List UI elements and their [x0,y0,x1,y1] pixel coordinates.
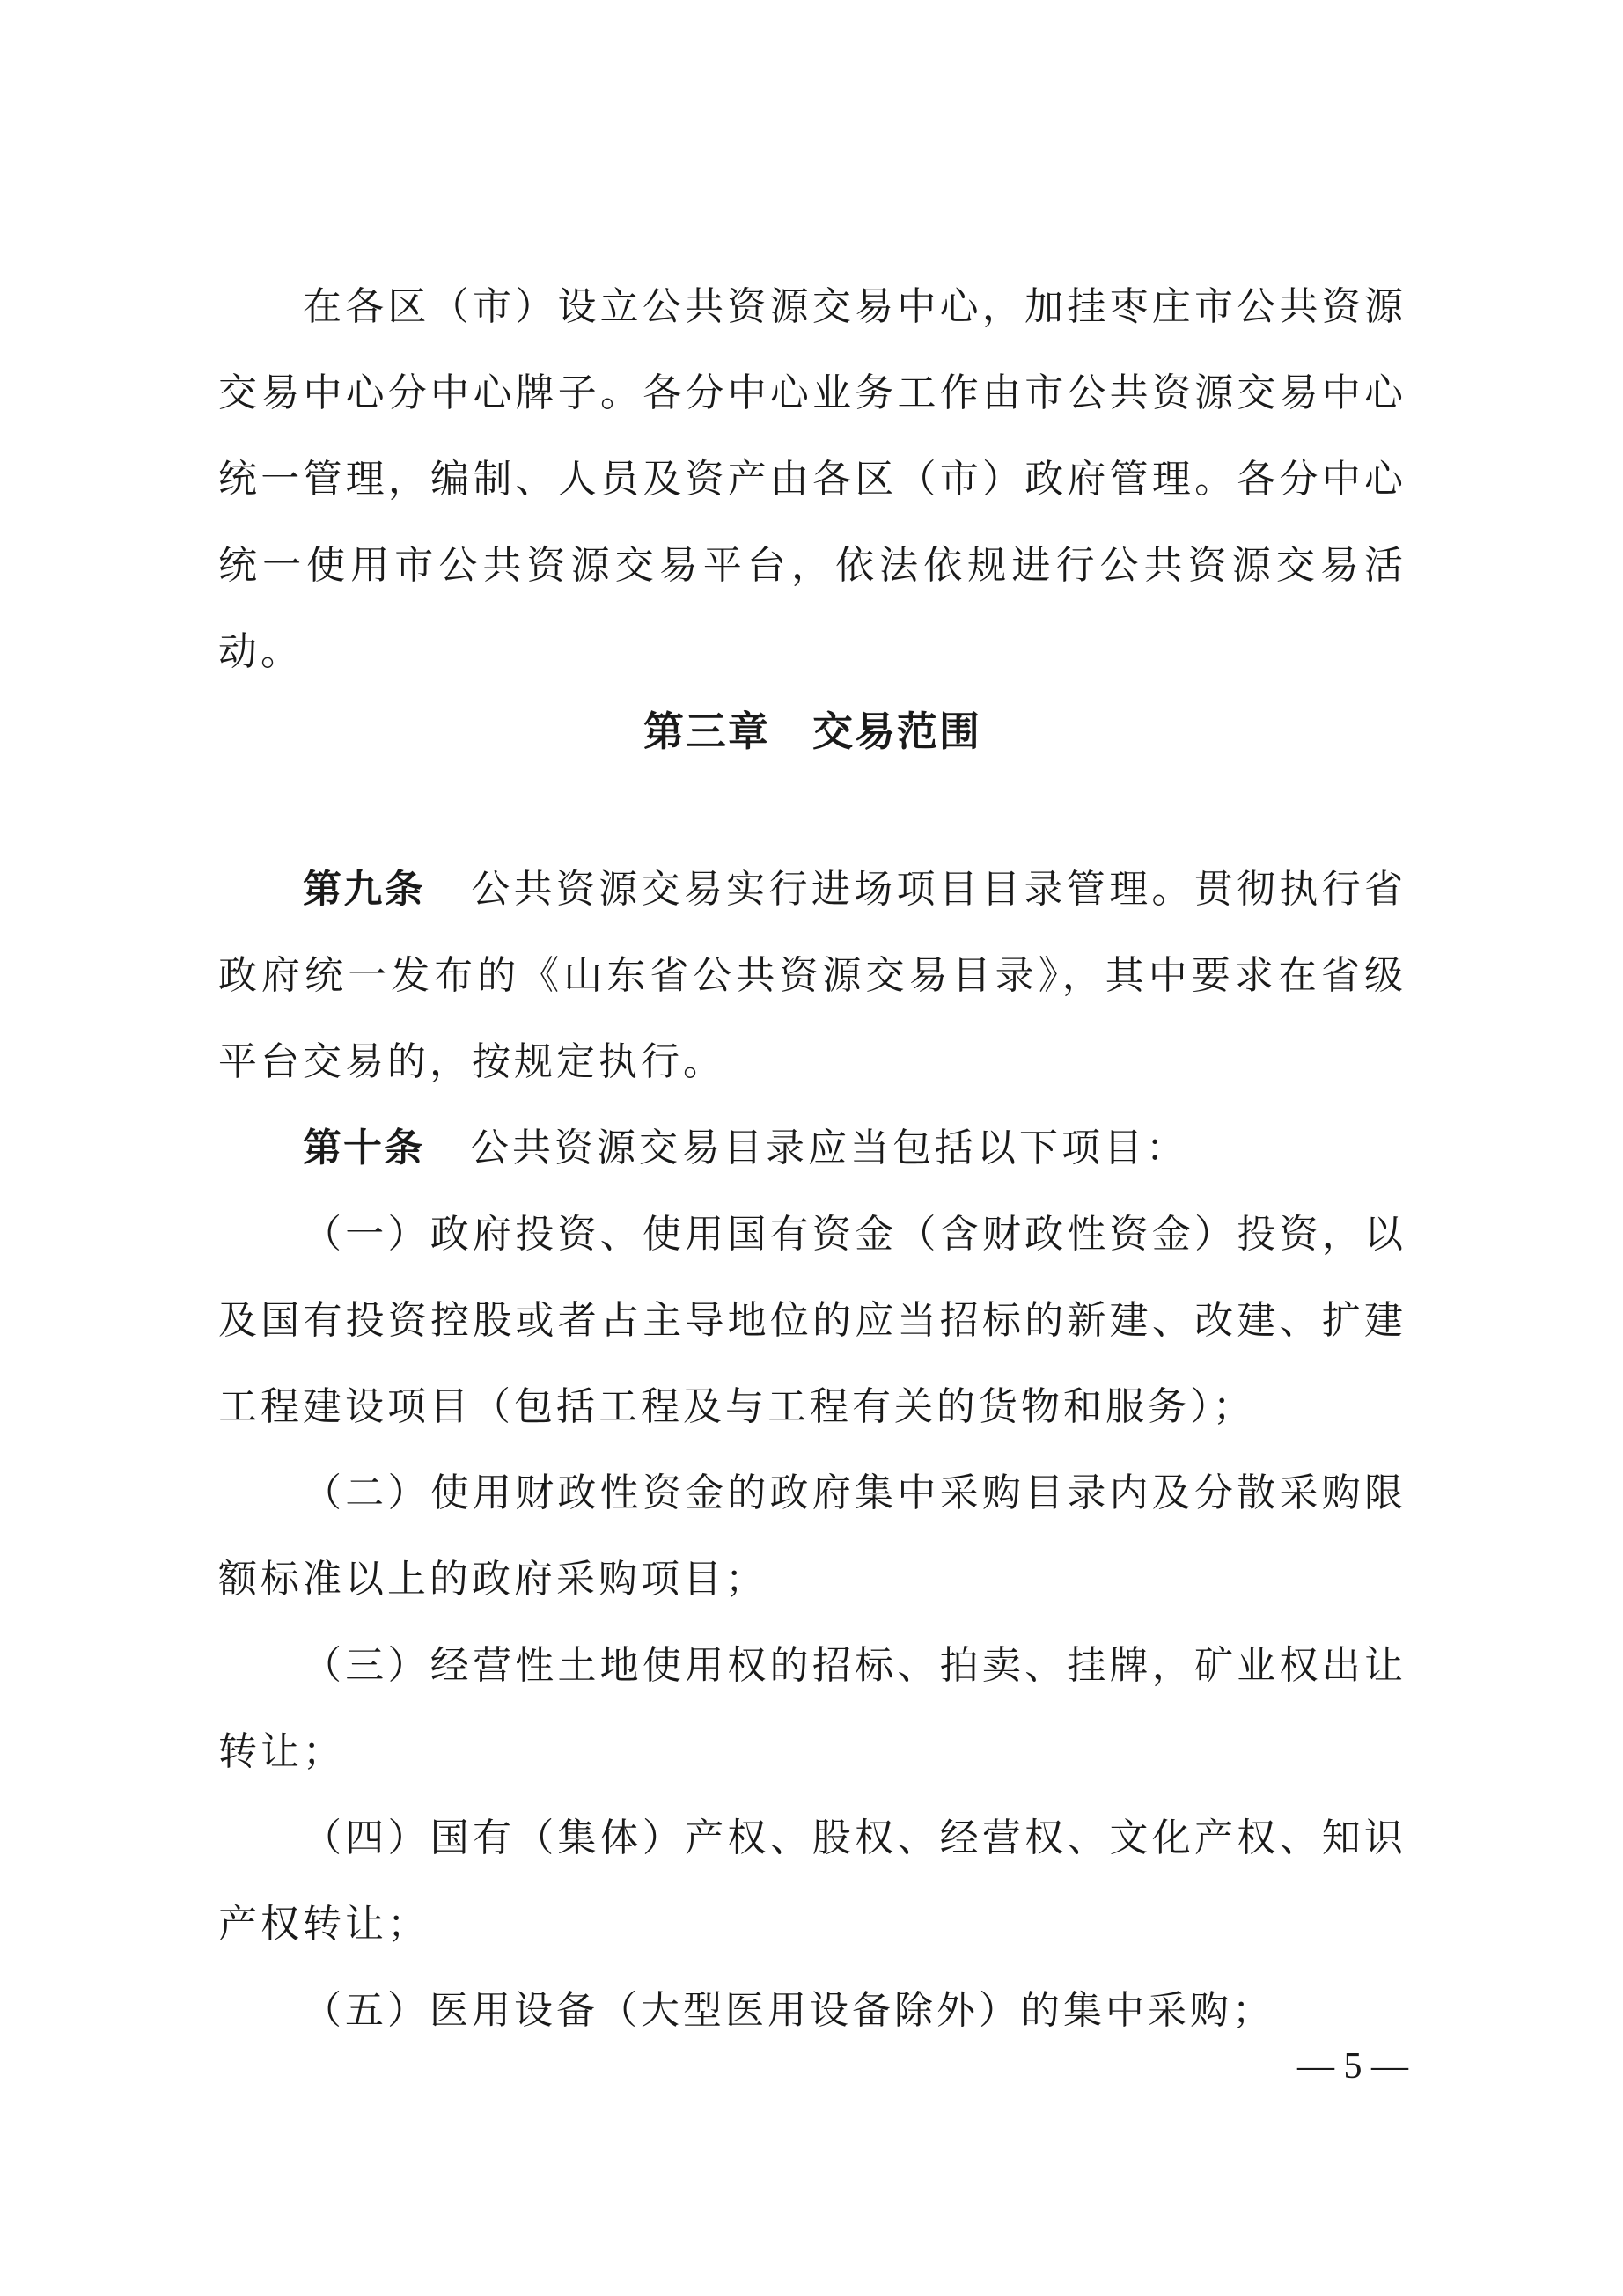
article-10 [218,1105,1406,1192]
article-9-number: 第九条 [303,867,425,912]
article-9 [218,847,1406,1105]
list-item-1: （一）政府投资、使用国有资金（含财政性资金）投资，以及国有投资控股或者占主导地位的应当招标的新建、改建、扩建工程建设项目（包括工程及与工程有关的货物和服务）； [218,1212,1406,1429]
article-10-text: 公共资源交易目录应当包括以下项目： [470,1126,1188,1170]
list-item-4: （四）国有（集体）产权、股权、经营权、文化产权、知识产权转让； [218,1816,1406,1947]
article-9-text: 公共资源交易实行进场项目目录管理。贯彻执行省政府统一发布的《山东省公共资源交易目录》，其中要求在省级平台交易的，按规定执行。 [218,867,1407,1084]
list-item-3: （三）经营性土地使用权的招标、拍卖、挂牌，矿业权出让转让； [218,1643,1406,1774]
article-10-number: 第十条 [303,1126,424,1170]
page-number: — 5 — [1297,2046,1408,2087]
paragraph-branch-centers: 在各区（市）设立公共资源交易中心，加挂枣庄市公共资源交易中心分中心牌子。各分中心业务工作由市公共资源交易中心统一管理，编制、人员及资产由各区（市）政府管理。各分中心统一使用市公共资源交易平台，依法依规进行公共资源交易活动。 [218,284,1406,674]
list-item-5: （五）医用设备（大型医用设备除外）的集中采购； [303,1988,1274,2033]
chapter-title: 第三章 交易范围 [643,708,981,755]
list-item-2: （二）使用财政性资金的政府集中采购目录内及分散采购限额标准以上的政府采购项目； [218,1471,1406,1602]
